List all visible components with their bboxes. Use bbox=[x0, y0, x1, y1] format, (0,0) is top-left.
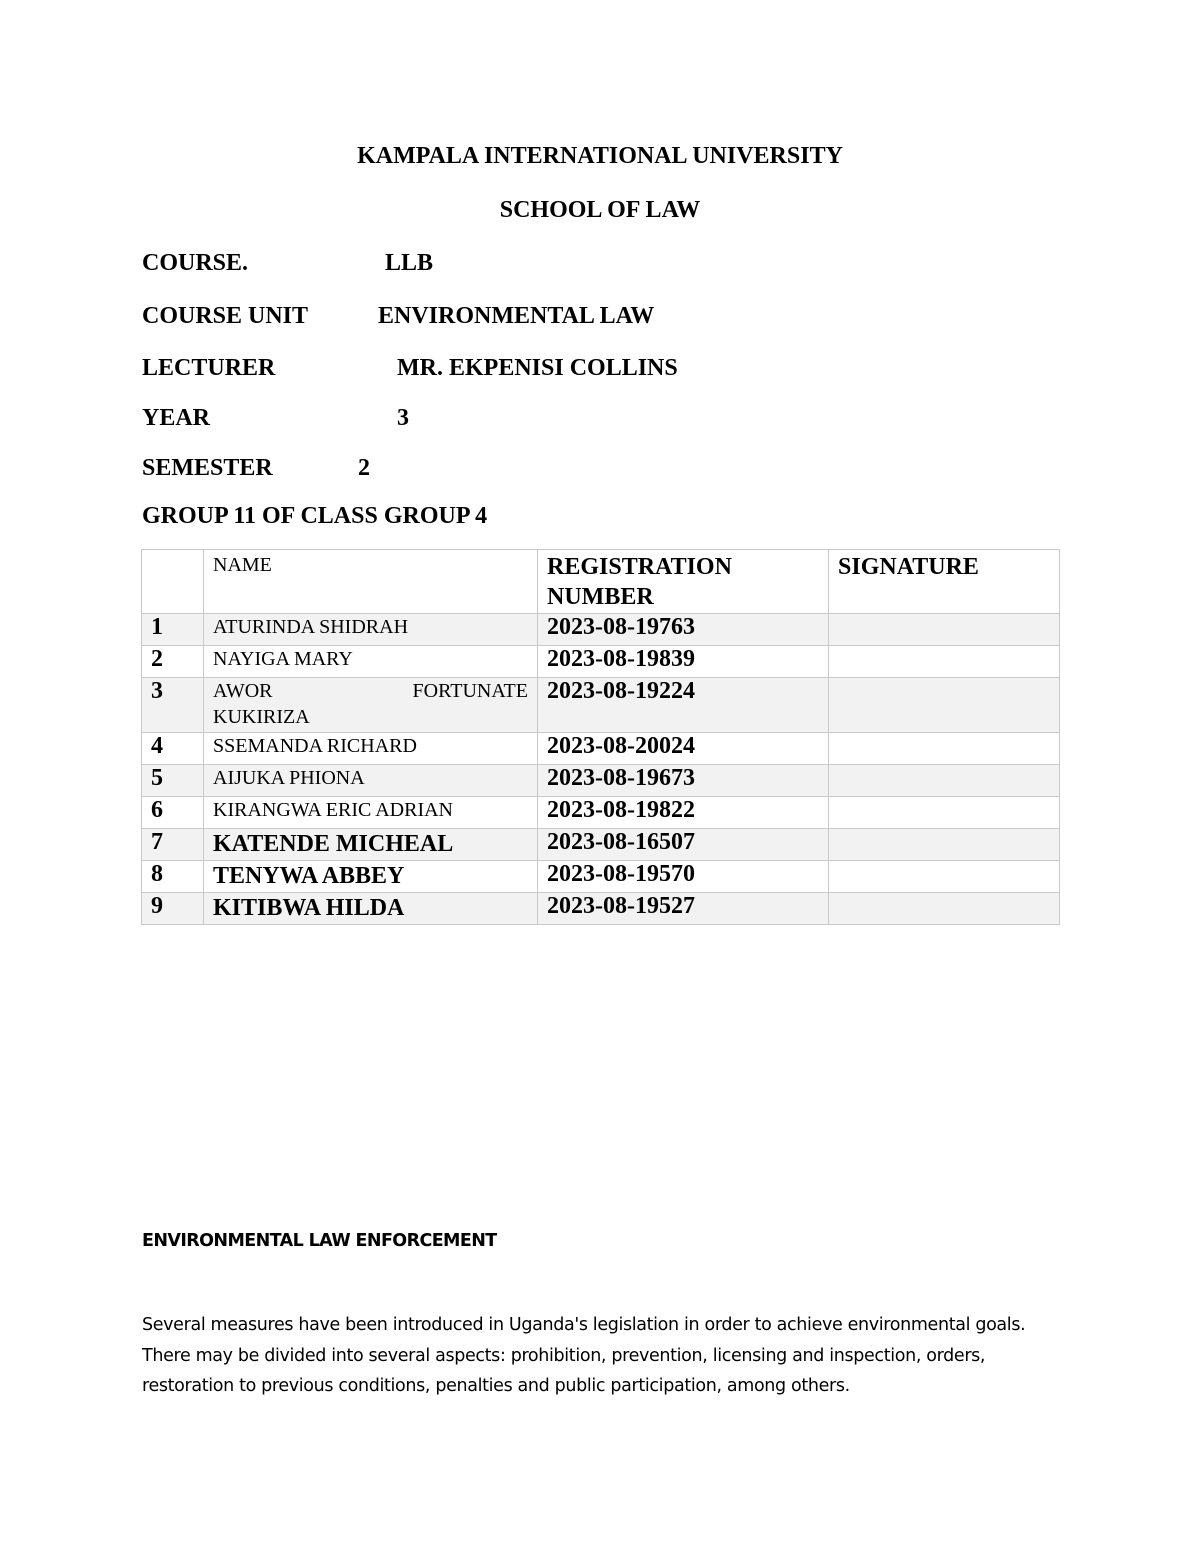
signature-cell bbox=[829, 678, 1060, 733]
course-unit-label: COURSE UNIT bbox=[142, 303, 309, 329]
student-name: ATURINDA SHIDRAH bbox=[204, 614, 538, 646]
row-number: 6 bbox=[142, 797, 204, 829]
row-number: 2 bbox=[142, 646, 204, 678]
semester-value: 2 bbox=[358, 455, 370, 481]
row-number: 1 bbox=[142, 614, 204, 646]
signature-cell bbox=[829, 614, 1060, 646]
signature-cell bbox=[829, 829, 1060, 861]
lecturer-label: LECTURER bbox=[142, 355, 276, 381]
table-row bbox=[142, 678, 1060, 733]
table-header-row bbox=[142, 550, 1060, 614]
course-value: LLB bbox=[385, 250, 434, 276]
row-number: 4 bbox=[142, 733, 204, 765]
registration-number: 2023-08-20024 bbox=[538, 733, 829, 765]
row-number: 8 bbox=[142, 861, 204, 893]
university-title: KAMPALA INTERNATIONAL UNIVERSITY bbox=[357, 143, 843, 169]
header-number bbox=[142, 550, 204, 614]
table-row bbox=[142, 765, 1060, 797]
registration-number: 2023-08-19839 bbox=[538, 646, 829, 678]
header-signature: SIGNATURE bbox=[829, 550, 1060, 614]
table-row bbox=[142, 829, 1060, 861]
table-row bbox=[142, 646, 1060, 678]
student-name: KITIBWA HILDA bbox=[204, 893, 538, 925]
registration-number: 2023-08-16507 bbox=[538, 829, 829, 861]
header-name: NAME bbox=[204, 550, 538, 614]
registration-number: 2023-08-19224 bbox=[538, 678, 829, 733]
signature-cell bbox=[829, 646, 1060, 678]
student-name: KATENDE MICHEAL bbox=[204, 829, 538, 861]
row-number: 9 bbox=[142, 893, 204, 925]
row-number: 3 bbox=[142, 678, 204, 733]
lecturer-value: MR. EKPENISI COLLINS bbox=[397, 355, 678, 381]
student-name: KIRANGWA ERIC ADRIAN bbox=[204, 797, 538, 829]
table-row bbox=[142, 861, 1060, 893]
registration-number: 2023-08-19763 bbox=[538, 614, 829, 646]
signature-cell bbox=[829, 797, 1060, 829]
signature-cell bbox=[829, 893, 1060, 925]
student-name: SSEMANDA RICHARD bbox=[204, 733, 538, 765]
student-name: NAYIGA MARY bbox=[204, 646, 538, 678]
signature-cell bbox=[829, 861, 1060, 893]
registration-number: 2023-08-19527 bbox=[538, 893, 829, 925]
student-name: AIJUKA PHIONA bbox=[204, 765, 538, 797]
year-value: 3 bbox=[397, 405, 409, 431]
members-table bbox=[141, 549, 1060, 925]
row-number: 5 bbox=[142, 765, 204, 797]
school-title: SCHOOL OF LAW bbox=[499, 197, 701, 223]
signature-cell bbox=[829, 765, 1060, 797]
table-row bbox=[142, 797, 1060, 829]
header-registration: REGISTRATION NUMBER bbox=[538, 550, 829, 614]
group-heading: GROUP 11 OF CLASS GROUP 4 bbox=[142, 503, 488, 529]
student-name: TENYWA ABBEY bbox=[204, 861, 538, 893]
table-row bbox=[142, 614, 1060, 646]
course-unit-value: ENVIRONMENTAL LAW bbox=[378, 303, 655, 329]
section-heading: ENVIRONMENTAL LAW ENFORCEMENT bbox=[142, 1231, 497, 1251]
body-paragraph: Several measures have been introduced in Uganda's legislation in order to achieve environmental goals. There may be divided into several aspects: prohibition, prevention, licensing and inspection, orders, restoration to previous conditions, penalties and public participation, among others. bbox=[142, 1315, 1026, 1396]
registration-number: 2023-08-19570 bbox=[538, 861, 829, 893]
student-name bbox=[204, 678, 538, 733]
table-row bbox=[142, 893, 1060, 925]
student-name-line-2: KUKIRIZA bbox=[213, 706, 310, 728]
semester-label: SEMESTER bbox=[142, 455, 273, 481]
signature-cell bbox=[829, 733, 1060, 765]
row-number: 7 bbox=[142, 829, 204, 861]
year-label: YEAR bbox=[142, 405, 211, 431]
course-label: COURSE. bbox=[142, 250, 249, 276]
registration-number: 2023-08-19673 bbox=[538, 765, 829, 797]
table-row bbox=[142, 733, 1060, 765]
registration-number: 2023-08-19822 bbox=[538, 797, 829, 829]
student-name-line-1: AWOR FORTUNATE bbox=[213, 680, 528, 702]
